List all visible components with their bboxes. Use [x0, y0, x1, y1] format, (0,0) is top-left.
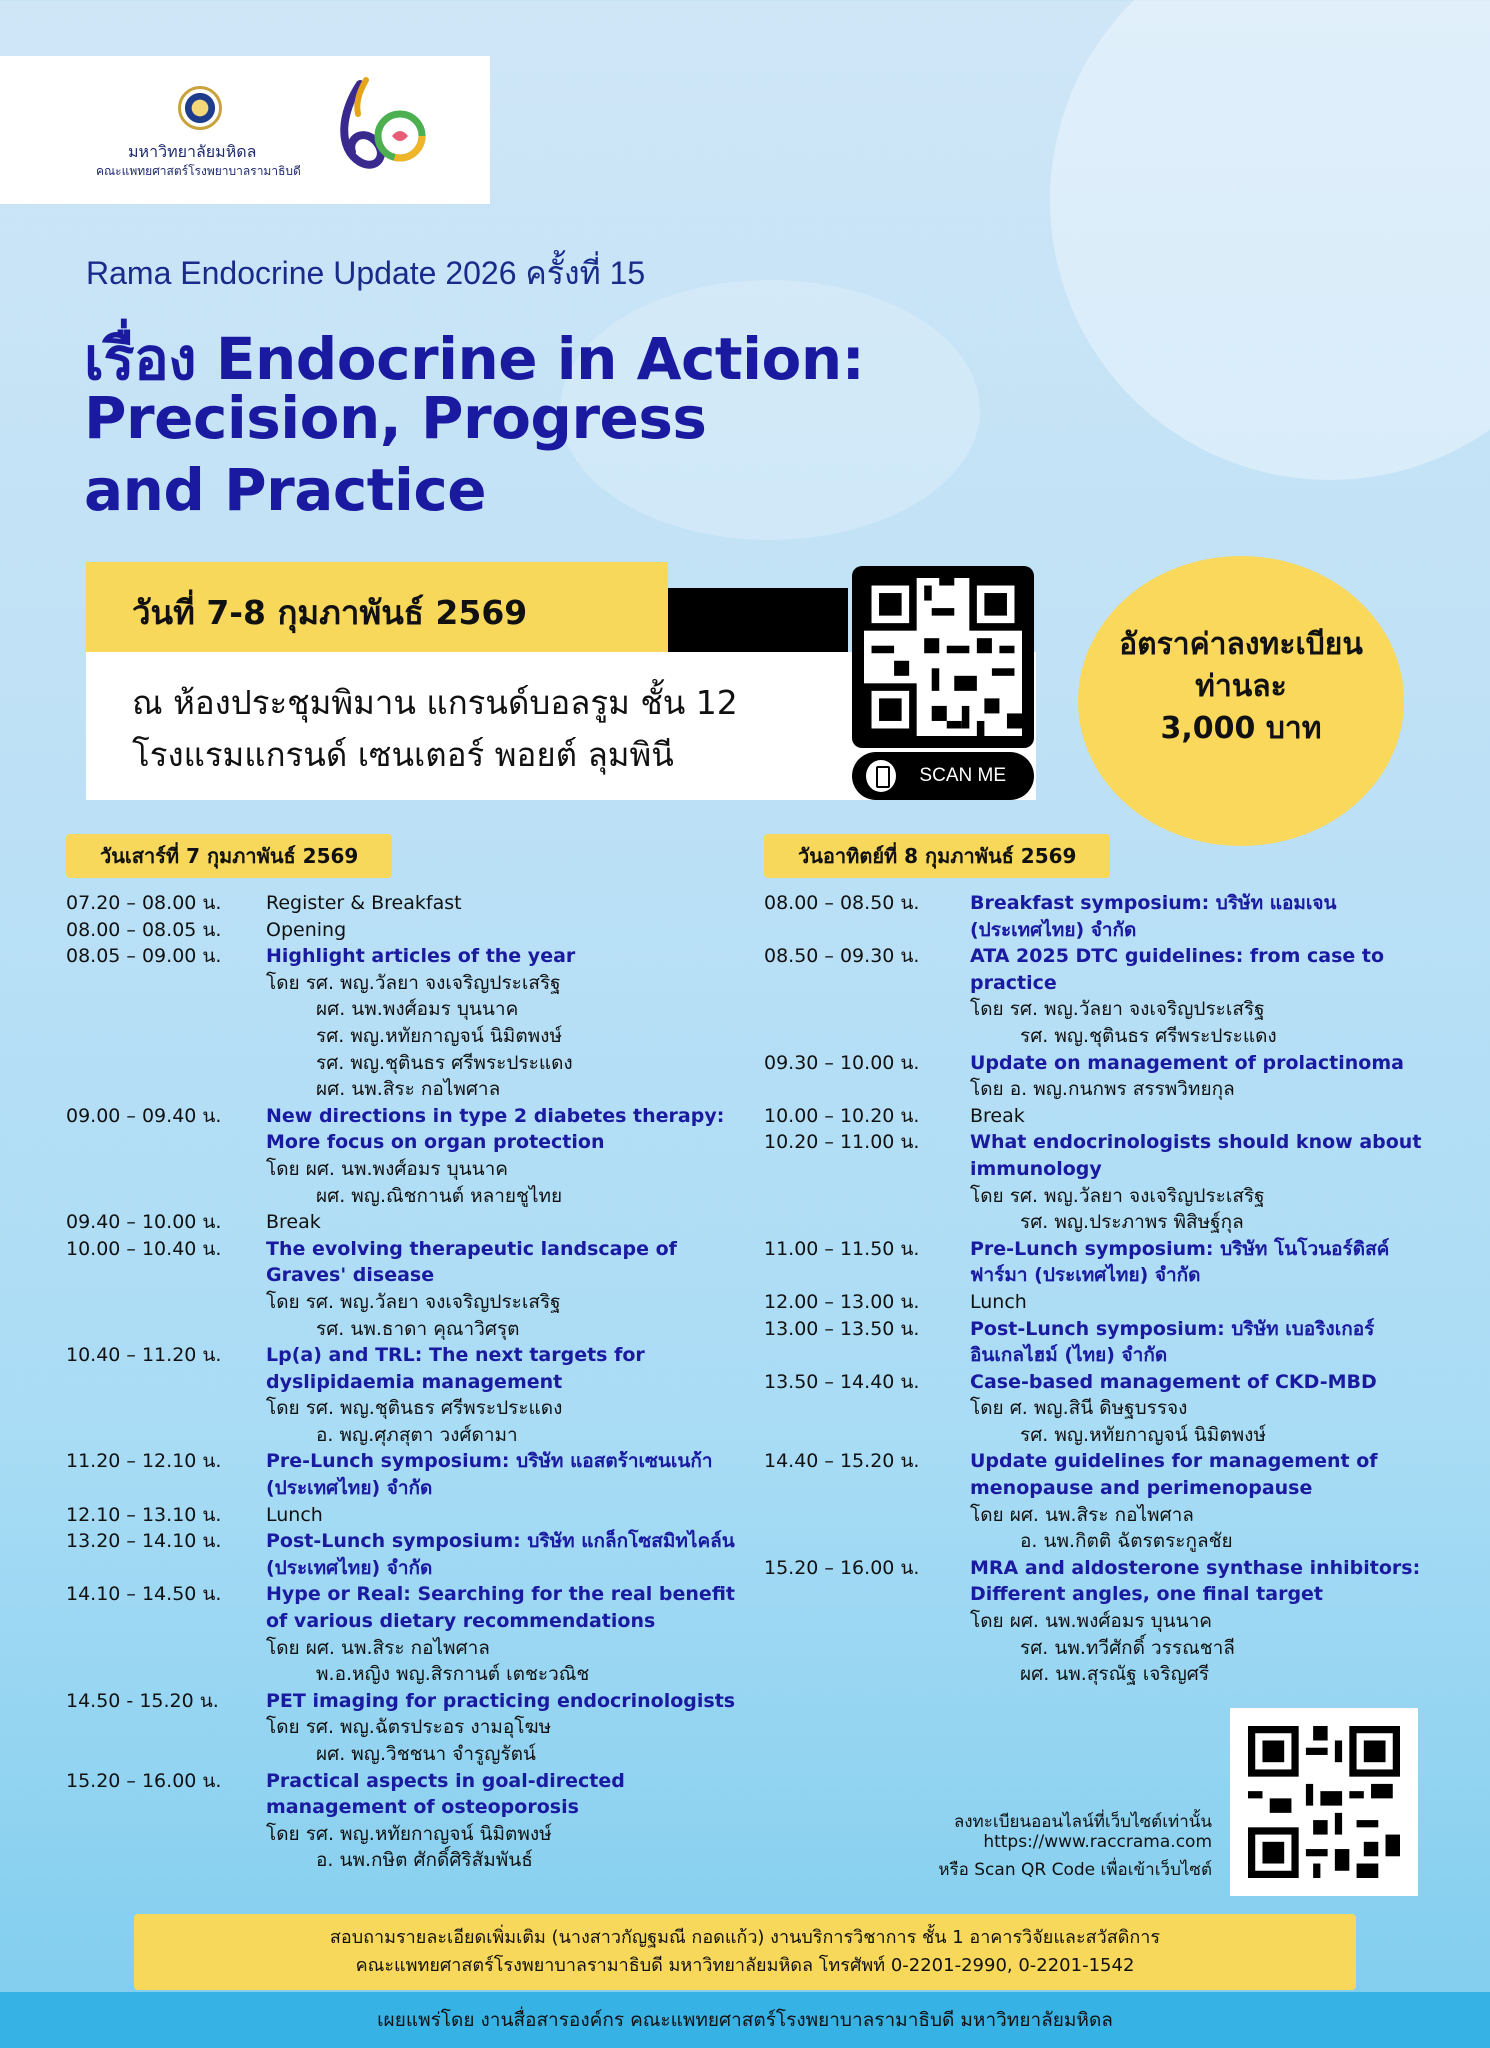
schedule-row [764, 1528, 1464, 1555]
schedule-row [764, 1076, 1464, 1103]
schedule-row [764, 1156, 1464, 1183]
schedule-row [66, 1156, 766, 1183]
schedule-time: 14.50 - 15.20 น. [66, 1689, 219, 1712]
session-detail: โดย รศ. พญ.ฉัตรประอร งามอุโฆษ [266, 1716, 552, 1739]
day1-label: วันเสาร์ที่ 7 กุมภาพันธ์ 2569 [66, 834, 392, 878]
faculty-name: คณะแพทยศาสตร์โรงพยาบาลรามาธิบดี [96, 164, 301, 178]
day2-label: วันอาทิตย์ที่ 8 กุมภาพันธ์ 2569 [764, 834, 1110, 878]
session-title: Update on management of prolactinoma [970, 1051, 1404, 1074]
schedule-row [764, 1555, 1464, 1582]
session-detail: รศ. พญ.ชุตินธร ศรีพระประแดง [316, 1051, 573, 1074]
schedule-time: 07.20 – 08.00 น. [66, 892, 222, 914]
schedule-row [66, 890, 766, 917]
schedule-time: 10.00 – 10.20 น. [764, 1104, 920, 1127]
schedule-time: 15.20 – 16.00 น. [66, 1769, 222, 1792]
session-title: Different angles, one final target [970, 1583, 1324, 1606]
schedule-time: 09.40 – 10.00 น. [66, 1211, 222, 1234]
session-detail: Register & Breakfast [266, 892, 462, 914]
schedule-row [66, 1821, 766, 1848]
schedule-time: 14.40 – 15.20 น. [764, 1450, 920, 1473]
schedule-row [764, 1289, 1464, 1316]
logo-box [0, 56, 490, 204]
qr-code-icon [1248, 1726, 1400, 1878]
session-title: อินเกลไฮม์ (ไทย) จำกัด [970, 1344, 1168, 1367]
session-title: Update guidelines for management of [970, 1450, 1378, 1473]
schedule-row [66, 1847, 766, 1874]
schedule-row [66, 1714, 766, 1741]
schedule-row [764, 890, 1464, 917]
qr-code-icon [864, 578, 1022, 736]
schedule-row [764, 1369, 1464, 1396]
schedule-time: 14.10 – 14.50 น. [66, 1583, 222, 1606]
schedule-row [764, 1209, 1464, 1236]
schedule-row [66, 970, 766, 997]
session-title: More focus on organ protection [266, 1131, 605, 1154]
session-detail: ผศ. นพ.พงศ์อมร บุนนาค [316, 998, 519, 1021]
schedule-row [764, 1395, 1464, 1422]
session-detail: ผศ. นพ.สุรณัฐ เจริญศรี [1020, 1663, 1210, 1686]
schedule-row [66, 1741, 766, 1768]
event-title-line-2: Precision, Progress [84, 384, 707, 452]
scan-me-label: SCAN ME [919, 765, 1006, 786]
background-shape [1050, 0, 1490, 480]
session-title: New directions in type 2 diabetes therapy: [266, 1104, 725, 1127]
session-detail: โดย รศ. พญ.ชุตินธร ศรีพระประแดง [266, 1397, 563, 1420]
session-title: immunology [970, 1157, 1102, 1180]
schedule-row [764, 996, 1464, 1023]
session-detail: โดย รศ. พญ.วัลยา จงเจริญประเสริฐ [266, 1290, 561, 1313]
schedule-row [66, 1183, 766, 1210]
session-detail: Lunch [266, 1503, 323, 1526]
session-title: PET imaging for practicing endocrinologists [266, 1689, 736, 1712]
schedule-row [66, 1103, 766, 1130]
session-title: (ประเทศไทย) จำกัด [266, 1556, 433, 1579]
session-detail: โดย ผศ. นพ.สิระ กอไพศาล [970, 1503, 1194, 1526]
schedule-row [66, 1688, 766, 1715]
session-title: Post-Lunch symposium: บริษัท แกล็กโซสมิทไคล์น [266, 1530, 735, 1553]
contact-line-1: สอบถามรายละเอียดเพิ่มเติม (นางสาวกัญฐมณี กอดแก้ว) งานบริการวิชาการ ชั้น 1 อาคารวิจัยและสวัสดิการ [329, 1927, 1161, 1948]
schedule-row [764, 970, 1464, 997]
schedule-time: 15.20 – 16.00 น. [764, 1556, 920, 1579]
session-detail: พ.อ.หญิง พญ.สิรกานต์ เตชะวณิช [316, 1663, 590, 1686]
schedule-time: 08.05 – 09.00 น. [66, 945, 222, 968]
session-title: Pre-Lunch symposium: บริษัท แอสตร้าเซนเนก้า [266, 1450, 713, 1473]
session-title: Practical aspects in goal-directed [266, 1769, 625, 1792]
schedule-row [764, 1475, 1464, 1502]
schedule-row [764, 1129, 1464, 1156]
schedule-row [66, 943, 766, 970]
session-detail: รศ. พญ.ชุตินธร ศรีพระประแดง [1020, 1024, 1277, 1047]
session-title: Highlight articles of the year [266, 945, 576, 968]
session-title: Hype or Real: Searching for the real benefit [266, 1583, 735, 1606]
schedule-row [66, 1262, 766, 1289]
session-detail: ผศ. พญ.วิชชนา จำรูญรัตน์ [316, 1743, 536, 1765]
session-title: Graves' disease [266, 1264, 435, 1287]
session-detail: โดย รศ. พญ.วัลยา จงเจริญประเสริฐ [970, 998, 1265, 1021]
anniversary-60-logo-icon [330, 74, 430, 174]
session-detail: โดย รศ. พญ.วัลยา จงเจริญประเสริฐ [266, 971, 561, 994]
schedule-row [66, 1342, 766, 1369]
schedule-row [764, 1422, 1464, 1449]
schedule-row [66, 1236, 766, 1263]
schedule-row [764, 1635, 1464, 1662]
university-seal-icon [178, 86, 222, 130]
schedule-time: 10.20 – 11.00 น. [764, 1131, 920, 1154]
date-banner [86, 562, 668, 652]
session-title: dyslipidaemia management [266, 1370, 563, 1393]
session-title: ATA 2025 DTC guidelines: from case to [970, 945, 1385, 968]
session-detail: โดย รศ. พญ.หทัยกาญจน์ นิมิตพงษ์ [266, 1822, 552, 1845]
schedule-row [66, 1555, 766, 1582]
fee-line-3: 3,000 บาท [1160, 711, 1322, 746]
phone-icon [866, 760, 896, 792]
venue-line-2: โรงแรมแกรนด์ เซนเตอร์ พอยต์ ลุมพินี [132, 735, 674, 774]
university-name: มหาวิทยาลัยมหิดล [128, 142, 257, 161]
venue-line-1: ณ ห้องประชุมพิมาน แกรนด์บอลรูม ชั้น 12 [132, 683, 738, 722]
schedule-time: 13.50 – 14.40 น. [764, 1370, 920, 1393]
session-title: Post-Lunch symposium: บริษัท เบอริงเกอร์ [970, 1317, 1375, 1340]
session-detail: ผศ. นพ.สิระ กอไพศาล [316, 1078, 501, 1101]
session-title: ฟาร์มา (ประเทศไทย) จำกัด [970, 1264, 1201, 1287]
session-detail: Lunch [970, 1290, 1027, 1313]
schedule-row [764, 1502, 1464, 1529]
schedule-row [66, 1129, 766, 1156]
session-detail: Opening [266, 918, 347, 941]
session-detail: Break [970, 1104, 1025, 1127]
schedule-row [764, 1316, 1464, 1343]
decorative-bar [668, 588, 848, 652]
schedule-row [66, 1661, 766, 1688]
registration-qr-note: หรือ Scan QR Code เพื่อเข้าเว็บไซต์ [938, 1860, 1212, 1880]
schedule-time: 10.40 – 11.20 น. [66, 1344, 222, 1367]
fee-line-2: ท่านละ [1195, 669, 1287, 704]
schedule-row [764, 1448, 1464, 1475]
schedule-row [66, 917, 766, 944]
schedule-row [764, 943, 1464, 970]
schedule-time: 13.20 – 14.10 น. [66, 1530, 222, 1553]
schedule-row [764, 1581, 1464, 1608]
schedule-time: 09.30 – 10.00 น. [764, 1051, 920, 1074]
schedule-time: 08.50 – 09.30 น. [764, 945, 920, 968]
session-title: Breakfast symposium: บริษัท แอมเจน [970, 892, 1337, 914]
schedule-time: 11.00 – 11.50 น. [764, 1237, 920, 1260]
schedule-row [66, 1608, 766, 1635]
schedule-time: 13.00 – 13.50 น. [764, 1317, 920, 1340]
schedule-row [66, 1581, 766, 1608]
schedule-row [66, 1475, 766, 1502]
schedule-row [66, 1794, 766, 1821]
contact-banner [134, 1914, 1356, 1990]
schedule-row [764, 1023, 1464, 1050]
footer [0, 1992, 1490, 2048]
schedule-row [66, 1502, 766, 1529]
schedule-row [66, 1528, 766, 1555]
session-title: Lp(a) and TRL: The next targets for [266, 1344, 645, 1367]
footer-text: เผยแพร่โดย งานสื่อสารองค์กร คณะแพทยศาสตร์โรงพยาบาลรามาธิบดี มหาวิทยาลัยมหิดล [377, 2009, 1113, 2031]
schedule-row [66, 1023, 766, 1050]
session-detail: โดย ผศ. นพ.พงศ์อมร บุนนาค [266, 1157, 508, 1180]
session-detail: โดย ศ. พญ.สินี ดิษฐบรรจง [970, 1397, 1188, 1420]
schedule-row [764, 1608, 1464, 1635]
schedule-row [66, 1050, 766, 1077]
schedule-time: 08.00 – 08.50 น. [764, 892, 920, 914]
session-title: menopause and perimenopause [970, 1477, 1313, 1500]
session-detail: โดย ผศ. นพ.สิระ กอไพศาล [266, 1636, 490, 1659]
session-title: What endocrinologists should know about [970, 1131, 1422, 1154]
session-detail: รศ. นพ.ทวีศักดิ์ วรรณชาลี [1020, 1636, 1235, 1659]
session-detail: รศ. พญ.หทัยกาญจน์ นิมิตพงษ์ [316, 1024, 562, 1047]
session-detail: รศ. นพ.ธาดา คุณาวิศรุต [316, 1317, 520, 1340]
event-title-line-1: เรื่อง Endocrine in Action: [84, 325, 865, 393]
fee-line-1: อัตราค่าลงทะเบียน [1119, 627, 1363, 662]
schedule-time: 12.10 – 13.10 น. [66, 1503, 222, 1526]
session-detail: ผศ. พญ.ณิชกานต์ หลายชูไทย [316, 1184, 563, 1207]
schedule-row [764, 1262, 1464, 1289]
schedule-row [764, 1661, 1464, 1688]
website-qr-code[interactable] [1230, 1708, 1418, 1896]
schedule-time: 11.20 – 12.10 น. [66, 1450, 222, 1473]
session-detail: Break [266, 1211, 321, 1234]
schedule-row [764, 1236, 1464, 1263]
schedule-time: 10.00 – 10.40 น. [66, 1237, 222, 1260]
session-title: (ประเทศไทย) จำกัด [970, 918, 1137, 941]
schedule-row [66, 1768, 766, 1795]
session-title: Pre-Lunch symposium: บริษัท โนโวนอร์ดิสค์ [970, 1237, 1390, 1260]
scan-me-button[interactable] [852, 752, 1034, 800]
schedule-row [66, 1369, 766, 1396]
event-subtitle: Rama Endocrine Update 2026 ครั้งที่ 15 [86, 255, 646, 291]
registration-url[interactable]: https://www.raccrama.com [983, 1832, 1212, 1852]
session-detail: อ. พญ.ศุภสุตา วงศ์ดามา [316, 1423, 518, 1446]
schedule-row [66, 1076, 766, 1103]
registration-qr-code[interactable] [852, 566, 1034, 748]
schedule-row [764, 1183, 1464, 1210]
session-detail: โดย อ. พญ.กนกพร สรรพวิทยกุล [970, 1078, 1235, 1101]
schedule-time: 09.00 – 09.40 น. [66, 1104, 222, 1127]
day1-schedule [66, 890, 766, 1874]
event-title-line-3: and Practice [84, 456, 487, 524]
schedule-row [764, 1050, 1464, 1077]
session-title: management of osteoporosis [266, 1796, 579, 1819]
schedule-row [764, 1342, 1464, 1369]
event-date: วันที่ 7-8 กุมภาพันธ์ 2569 [132, 593, 528, 632]
session-title: The evolving therapeutic landscape of [266, 1237, 677, 1260]
session-detail: โดย รศ. พญ.วัลยา จงเจริญประเสริฐ [970, 1184, 1265, 1207]
schedule-row [66, 1635, 766, 1662]
day2-schedule [764, 890, 1464, 1688]
schedule-row [66, 1209, 766, 1236]
session-detail: โดย ผศ. นพ.พงศ์อมร บุนนาค [970, 1610, 1212, 1633]
session-detail: รศ. พญ.ประภาพร พิสิษฐ์กุล [1020, 1211, 1244, 1234]
schedule-row [66, 996, 766, 1023]
schedule-time: 08.00 – 08.05 น. [66, 918, 222, 941]
session-title: practice [970, 971, 1057, 994]
schedule-row [66, 1289, 766, 1316]
schedule-row [66, 1448, 766, 1475]
session-detail: รศ. พญ.หทัยกาญจน์ นิมิตพงษ์ [1020, 1423, 1266, 1446]
session-title: (ประเทศไทย) จำกัด [266, 1477, 433, 1500]
registration-fee-badge [1078, 556, 1404, 846]
session-title: MRA and aldosterone synthase inhibitors: [970, 1556, 1421, 1579]
session-title: Case-based management of CKD-MBD [970, 1370, 1377, 1393]
schedule-row [764, 917, 1464, 944]
session-detail: อ. นพ.กษิต ศักดิ์ศิริสัมพันธ์ [316, 1849, 533, 1872]
session-detail: อ. นพ.กิตติ ฉัตรตระกูลชัย [1020, 1530, 1233, 1553]
contact-line-2: คณะแพทยศาสตร์โรงพยาบาลรามาธิบดี มหาวิทยาลัยมหิดล โทรศัพท์ 0-2201-2990, 0-2201-1542 [355, 1955, 1135, 1976]
schedule-row [764, 1103, 1464, 1130]
registration-note: ลงทะเบียนออนไลน์ที่เว็บไซต์เท่านั้น [953, 1812, 1212, 1832]
session-title: of various dietary recommendations [266, 1610, 656, 1633]
schedule-row [66, 1422, 766, 1449]
schedule-row [66, 1316, 766, 1343]
schedule-time: 12.00 – 13.00 น. [764, 1290, 920, 1313]
schedule-row [66, 1395, 766, 1422]
